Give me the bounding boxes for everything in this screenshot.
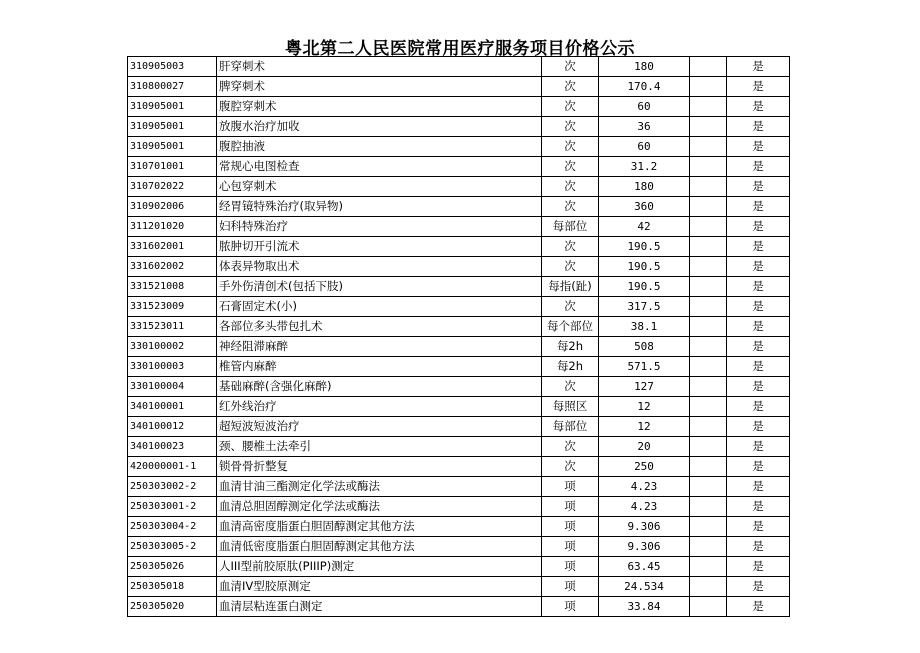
item-unit: 每个部位 <box>542 317 599 337</box>
item-name: 脓肿切开引流术 <box>217 237 542 257</box>
item-extra <box>690 257 727 277</box>
table-row <box>128 57 790 77</box>
item-code: 331523009 <box>128 297 217 317</box>
item-name: 常规心电图检查 <box>217 157 542 177</box>
item-price: 38.1 <box>599 317 690 337</box>
item-code: 310701001 <box>128 157 217 177</box>
item-extra <box>690 357 727 377</box>
table-row <box>128 357 790 377</box>
item-extra <box>690 197 727 217</box>
item-unit: 项 <box>542 597 599 617</box>
item-unit: 每指(趾) <box>542 277 599 297</box>
item-name: 锁骨骨折整复 <box>217 457 542 477</box>
item-flag: 是 <box>727 257 790 277</box>
table-row <box>128 157 790 177</box>
item-extra <box>690 97 727 117</box>
item-flag: 是 <box>727 77 790 97</box>
item-name: 血清IV型胶原测定 <box>217 577 542 597</box>
item-code: 330100002 <box>128 337 217 357</box>
item-price: 508 <box>599 337 690 357</box>
item-flag: 是 <box>727 137 790 157</box>
item-price: 4.23 <box>599 497 690 517</box>
item-price: 250 <box>599 457 690 477</box>
item-name: 腹腔抽液 <box>217 137 542 157</box>
item-flag: 是 <box>727 297 790 317</box>
item-price: 42 <box>599 217 690 237</box>
table-row <box>128 197 790 217</box>
item-price: 180 <box>599 177 690 197</box>
table-row <box>128 597 790 617</box>
item-price: 31.2 <box>599 157 690 177</box>
table-row <box>128 497 790 517</box>
table-row <box>128 477 790 497</box>
item-price: 170.4 <box>599 77 690 97</box>
item-unit: 次 <box>542 117 599 137</box>
item-extra <box>690 377 727 397</box>
item-price: 127 <box>599 377 690 397</box>
item-name: 石膏固定术(小) <box>217 297 542 317</box>
item-extra <box>690 537 727 557</box>
item-flag: 是 <box>727 597 790 617</box>
item-price: 60 <box>599 97 690 117</box>
item-price: 4.23 <box>599 477 690 497</box>
item-extra <box>690 237 727 257</box>
item-flag: 是 <box>727 557 790 577</box>
item-flag: 是 <box>727 217 790 237</box>
item-unit: 次 <box>542 197 599 217</box>
item-name: 基础麻醉(含强化麻醉) <box>217 377 542 397</box>
item-price: 360 <box>599 197 690 217</box>
item-code: 310902006 <box>128 197 217 217</box>
item-name: 血清层粘连蛋白测定 <box>217 597 542 617</box>
item-unit: 次 <box>542 237 599 257</box>
item-code: 420000001-1 <box>128 457 217 477</box>
table-row <box>128 537 790 557</box>
item-extra <box>690 497 727 517</box>
item-code: 331602002 <box>128 257 217 277</box>
item-flag: 是 <box>727 497 790 517</box>
item-extra <box>690 137 727 157</box>
item-name: 血清高密度脂蛋白胆固醇测定其他方法 <box>217 517 542 537</box>
item-flag: 是 <box>727 157 790 177</box>
item-name: 血清甘油三酯测定化学法或酶法 <box>217 477 542 497</box>
item-unit: 每部位 <box>542 217 599 237</box>
table-row <box>128 397 790 417</box>
item-extra <box>690 117 727 137</box>
table-row <box>128 557 790 577</box>
item-flag: 是 <box>727 477 790 497</box>
item-flag: 是 <box>727 457 790 477</box>
item-unit: 每2h <box>542 357 599 377</box>
item-name: 各部位多头带包扎术 <box>217 317 542 337</box>
item-price: 180 <box>599 57 690 77</box>
table-row <box>128 237 790 257</box>
item-price: 60 <box>599 137 690 157</box>
item-code: 311201020 <box>128 217 217 237</box>
item-extra <box>690 277 727 297</box>
item-flag: 是 <box>727 437 790 457</box>
price-table <box>127 56 790 617</box>
item-price: 571.5 <box>599 357 690 377</box>
item-unit: 次 <box>542 157 599 177</box>
item-extra <box>690 157 727 177</box>
table-row <box>128 457 790 477</box>
item-extra <box>690 177 727 197</box>
item-unit: 次 <box>542 437 599 457</box>
item-flag: 是 <box>727 357 790 377</box>
item-name: 腹腔穿刺术 <box>217 97 542 117</box>
item-price: 12 <box>599 417 690 437</box>
item-name: 体表异物取出术 <box>217 257 542 277</box>
item-name: 红外线治疗 <box>217 397 542 417</box>
table-row <box>128 137 790 157</box>
table-row <box>128 177 790 197</box>
table-row <box>128 217 790 237</box>
item-price: 63.45 <box>599 557 690 577</box>
table-row <box>128 117 790 137</box>
item-flag: 是 <box>727 57 790 77</box>
item-price: 20 <box>599 437 690 457</box>
item-extra <box>690 397 727 417</box>
item-name: 经胃镜特殊治疗(取异物) <box>217 197 542 217</box>
table-row <box>128 417 790 437</box>
item-unit: 次 <box>542 177 599 197</box>
item-flag: 是 <box>727 97 790 117</box>
item-unit: 次 <box>542 97 599 117</box>
item-extra <box>690 317 727 337</box>
item-extra <box>690 417 727 437</box>
item-code: 340100001 <box>128 397 217 417</box>
item-unit: 项 <box>542 517 599 537</box>
item-code: 250305018 <box>128 577 217 597</box>
item-code: 250303001-2 <box>128 497 217 517</box>
item-flag: 是 <box>727 397 790 417</box>
item-unit: 次 <box>542 57 599 77</box>
item-extra <box>690 457 727 477</box>
item-unit: 项 <box>542 497 599 517</box>
item-code: 340100012 <box>128 417 217 437</box>
table-row <box>128 277 790 297</box>
item-code: 330100004 <box>128 377 217 397</box>
item-extra <box>690 517 727 537</box>
item-flag: 是 <box>727 177 790 197</box>
item-unit: 项 <box>542 557 599 577</box>
item-code: 310905001 <box>128 117 217 137</box>
item-name: 颈、腰椎土法牵引 <box>217 437 542 457</box>
item-name: 血清总胆固醇测定化学法或酶法 <box>217 497 542 517</box>
price-table-body <box>128 57 790 617</box>
item-name: 神经阻滞麻醉 <box>217 337 542 357</box>
item-price: 36 <box>599 117 690 137</box>
item-unit: 每部位 <box>542 417 599 437</box>
item-code: 310905001 <box>128 97 217 117</box>
item-code: 331521008 <box>128 277 217 297</box>
item-unit: 每2h <box>542 337 599 357</box>
item-unit: 次 <box>542 257 599 277</box>
table-row <box>128 337 790 357</box>
item-code: 250303002-2 <box>128 477 217 497</box>
item-price: 33.84 <box>599 597 690 617</box>
item-unit: 项 <box>542 537 599 557</box>
item-price: 190.5 <box>599 237 690 257</box>
table-row <box>128 377 790 397</box>
item-price: 9.306 <box>599 537 690 557</box>
item-flag: 是 <box>727 537 790 557</box>
item-extra <box>690 597 727 617</box>
item-name: 手外伤清创术(包括下肢) <box>217 277 542 297</box>
item-flag: 是 <box>727 197 790 217</box>
item-extra <box>690 577 727 597</box>
item-name: 肝穿刺术 <box>217 57 542 77</box>
item-price: 24.534 <box>599 577 690 597</box>
item-price: 190.5 <box>599 277 690 297</box>
item-flag: 是 <box>727 517 790 537</box>
item-price: 190.5 <box>599 257 690 277</box>
item-name: 人III型前胶原肽(PIIIP)测定 <box>217 557 542 577</box>
item-code: 310702022 <box>128 177 217 197</box>
item-price: 317.5 <box>599 297 690 317</box>
item-unit: 次 <box>542 377 599 397</box>
item-flag: 是 <box>727 577 790 597</box>
item-extra <box>690 57 727 77</box>
item-code: 310905001 <box>128 137 217 157</box>
item-flag: 是 <box>727 377 790 397</box>
item-price: 9.306 <box>599 517 690 537</box>
table-row <box>128 437 790 457</box>
item-price: 12 <box>599 397 690 417</box>
item-extra <box>690 297 727 317</box>
item-code: 250303005-2 <box>128 537 217 557</box>
table-row <box>128 577 790 597</box>
item-name: 妇科特殊治疗 <box>217 217 542 237</box>
item-name: 血清低密度脂蛋白胆固醇测定其他方法 <box>217 537 542 557</box>
item-extra <box>690 557 727 577</box>
table-row <box>128 297 790 317</box>
item-code: 340100023 <box>128 437 217 457</box>
item-code: 310800027 <box>128 77 217 97</box>
table-row <box>128 97 790 117</box>
item-code: 310905003 <box>128 57 217 77</box>
item-flag: 是 <box>727 277 790 297</box>
item-unit: 每照区 <box>542 397 599 417</box>
item-code: 250305026 <box>128 557 217 577</box>
item-code: 250305020 <box>128 597 217 617</box>
item-code: 331523011 <box>128 317 217 337</box>
item-flag: 是 <box>727 417 790 437</box>
item-unit: 项 <box>542 577 599 597</box>
item-unit: 次 <box>542 297 599 317</box>
item-unit: 次 <box>542 137 599 157</box>
item-unit: 次 <box>542 457 599 477</box>
item-name: 超短波短波治疗 <box>217 417 542 437</box>
item-unit: 次 <box>542 77 599 97</box>
item-flag: 是 <box>727 337 790 357</box>
item-flag: 是 <box>727 117 790 137</box>
item-code: 250303004-2 <box>128 517 217 537</box>
item-flag: 是 <box>727 237 790 257</box>
item-unit: 项 <box>542 477 599 497</box>
item-extra <box>690 217 727 237</box>
item-flag: 是 <box>727 317 790 337</box>
table-row <box>128 77 790 97</box>
table-row <box>128 317 790 337</box>
item-extra <box>690 477 727 497</box>
item-name: 脾穿刺术 <box>217 77 542 97</box>
page-title: 粤北第二人民医院常用医疗服务项目价格公示 <box>285 39 635 59</box>
table-row <box>128 517 790 537</box>
item-code: 331602001 <box>128 237 217 257</box>
item-name: 椎管内麻醉 <box>217 357 542 377</box>
item-name: 心包穿刺术 <box>217 177 542 197</box>
item-extra <box>690 437 727 457</box>
item-name: 放腹水治疗加收 <box>217 117 542 137</box>
item-extra <box>690 337 727 357</box>
item-code: 330100003 <box>128 357 217 377</box>
table-row <box>128 257 790 277</box>
item-extra <box>690 77 727 97</box>
